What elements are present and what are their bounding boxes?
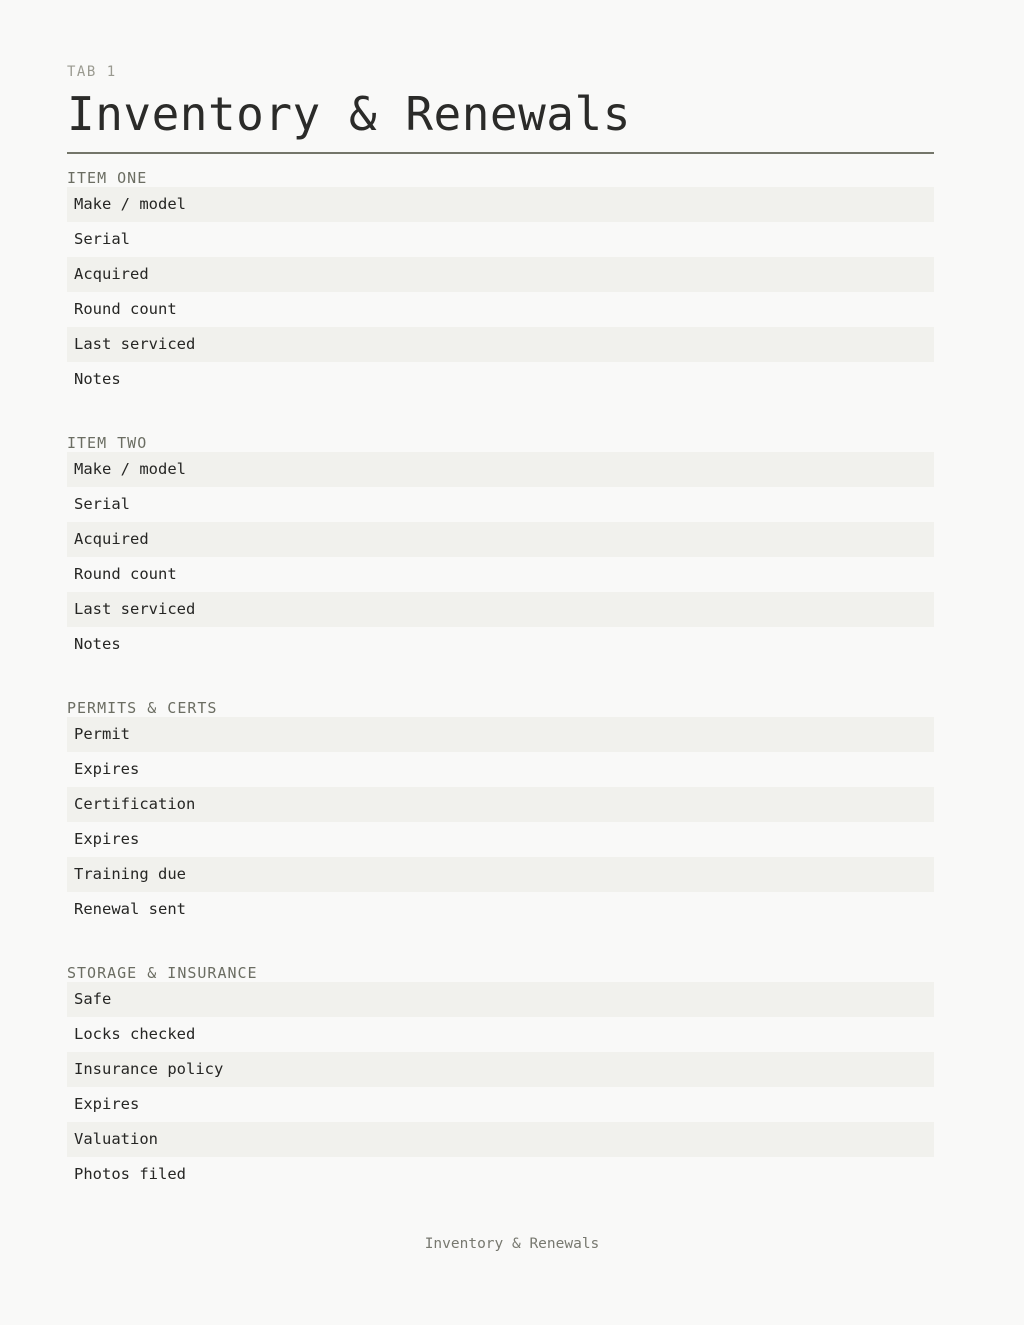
- page-title: Inventory & Renewals: [67, 87, 631, 141]
- field-row: Serial: [74, 495, 130, 513]
- page-footer: Inventory & Renewals: [424, 1236, 600, 1252]
- field-row: Valuation: [67, 1122, 934, 1157]
- field-list: [67, 452, 934, 662]
- field-row: Round count: [74, 300, 177, 318]
- field-row: Training due: [67, 857, 934, 892]
- field-row: Safe: [67, 982, 934, 1017]
- field-row: Make / model: [67, 452, 934, 487]
- section-permits-certs: [67, 698, 934, 927]
- page-header: [67, 62, 934, 142]
- field-row: Last serviced: [67, 592, 934, 627]
- field-list: [67, 187, 934, 397]
- field-row: Expires: [74, 830, 140, 848]
- field-row: Insurance policy: [67, 1052, 934, 1087]
- field-row: Permit: [67, 717, 934, 752]
- field-row: Expires: [74, 1095, 140, 1113]
- field-row: Photos filed: [74, 1165, 186, 1183]
- tab-label: TAB 1: [67, 64, 117, 80]
- sections: [67, 168, 934, 1228]
- field-row: Renewal sent: [74, 900, 186, 918]
- field-row: Certification: [67, 787, 934, 822]
- field-row: Notes: [74, 635, 121, 653]
- title-divider: [67, 152, 934, 154]
- field-row: Make / model: [67, 187, 934, 222]
- section-title: ITEM ONE: [67, 169, 148, 187]
- field-row: Last serviced: [67, 327, 934, 362]
- field-row: Acquired: [67, 257, 934, 292]
- section-storage-insurance: [67, 963, 934, 1192]
- section-title: STORAGE & INSURANCE: [67, 964, 258, 982]
- section-item-two: [67, 433, 934, 662]
- field-row: Notes: [74, 370, 121, 388]
- field-row: Expires: [74, 760, 140, 778]
- field-list: [67, 982, 934, 1192]
- section-title: ITEM TWO: [67, 434, 148, 452]
- section-title: PERMITS & CERTS: [67, 699, 218, 717]
- field-list: [67, 717, 934, 927]
- field-row: Serial: [74, 230, 130, 248]
- section-item-one: [67, 168, 934, 397]
- field-row: Round count: [74, 565, 177, 583]
- field-row: Acquired: [67, 522, 934, 557]
- field-row: Locks checked: [74, 1025, 196, 1043]
